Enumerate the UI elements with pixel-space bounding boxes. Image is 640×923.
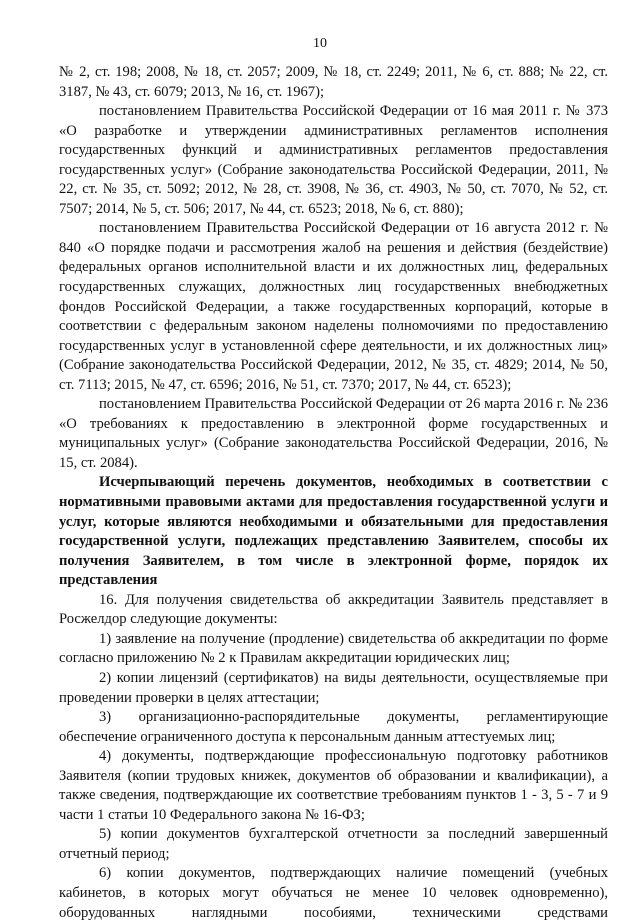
paragraph-decree-236: постановлением Правительства Российской Федерации от 26 марта 2016 г. № 236 «О требованиях к предоставлению в электронной форме государственных и муниципальных услуг» (Собрание законодательства Российской Федерации, 2016, № 15, ст. 2084). [59,396,608,471]
document-body [59,63,608,923]
list-item-3: 3) организационно-распорядительные документы, регламентирующие обеспечение ограниченного доступа к персональным данным аттестуемых лиц; [59,709,608,745]
section-heading: Исчерпывающий перечень документов, необходимых в соответствии с нормативными правовыми актами для предоставления государственной услуги и услуг, которые являются необходимыми и обязательными для предоставления государственной услуги, подлежащих представлению Заявителем, способы их получения Заявителем, в том числе в электронной форме, порядок их представления [59,474,608,589]
list-item-2: 2) копии лицензий (сертификатов) на виды деятельности, осуществляемые при проведении проверки в целях аттестации; [59,669,608,706]
list-item-6: 6) копии документов, подтверждающих наличие помещений (учебных кабинетов, в которых могут обучаться не менее 10 человек одновременно), оборудованных наглядными пособиями, техническими средствами [59,865,608,921]
list-item-4: 4) документы, подтверждающие профессиональную подготовку работников Заявителя (копии трудовых книжек, документов об образовании и квалификации), а также сведения, подтверждающие их соответствие требованиям пунктов 1 - 3, 5 - 7 и 9 части 1 статьи 10 Федерального закона № 16-ФЗ; [59,748,608,823]
paragraph-item-16: 16. Для получения свидетельства об аккредитации Заявитель представляет в Росжелдор следующие документы: [59,591,608,628]
list-item-5: 5) копии документов бухгалтерской отчетности за последний завершенный отчетный период; [59,826,608,862]
paragraph-decree-373: постановлением Правительства Российской Федерации от 16 мая 2011 г. № 373 «О разработке и утверждении административных регламентов исполнения государственных функций и административных регламентов предоставления государственных услуг» (Собрание законодательства Российской Федерации, 2011, № 22, ст. № 35, ст. 5092; 2012, № 28, ст. 3908, № 36, ст. 4903, № 50, ст. 7070, № 52, ст. 7507; 2014, № 5, ст. 506; 2017, № 44, ст. 6523; 2018, № 6, ст. 880); [59,103,608,217]
paragraph-decree-840: постановлением Правительства Российской Федерации от 16 августа 2012 г. № 840 «О порядке подачи и рассмотрения жалоб на решения и действия (бездействие) федеральных органов исполнительной власти и их должностных лиц, федеральных государственных служащих, должностных лиц государственных внебюджетных фондов Российской Федерации, а также государственных корпораций, которые в соответствии с федеральным законом наделены полномочиями по предоставлению государственных услуг в установленной сфере деятельности, и их должностных лиц» (Собрание законодательства Российской Федерации, 2012, № 35, ст. 4829; 2014, № 50, ст. 7113; 2015, № 47, ст. 6596; 2016, № 51, ст. 7370; 2017, № 44, ст. 6523); [59,220,608,393]
paragraph-citation-continuation: № 2, ст. 198; 2008, № 18, ст. 2057; 2009, № 18, ст. 2249; 2011, № 6, ст. 888; № 22, ст. 3187, № 43, ст. 6079; 2013, № 16, ст. 1967); [59,64,608,100]
page-number: 10 [313,36,327,51]
list-item-1: 1) заявление на получение (продление) свидетельства об аккредитации по форме согласно приложению № 2 к Правилам аккредитации юридических лиц; [59,630,608,667]
